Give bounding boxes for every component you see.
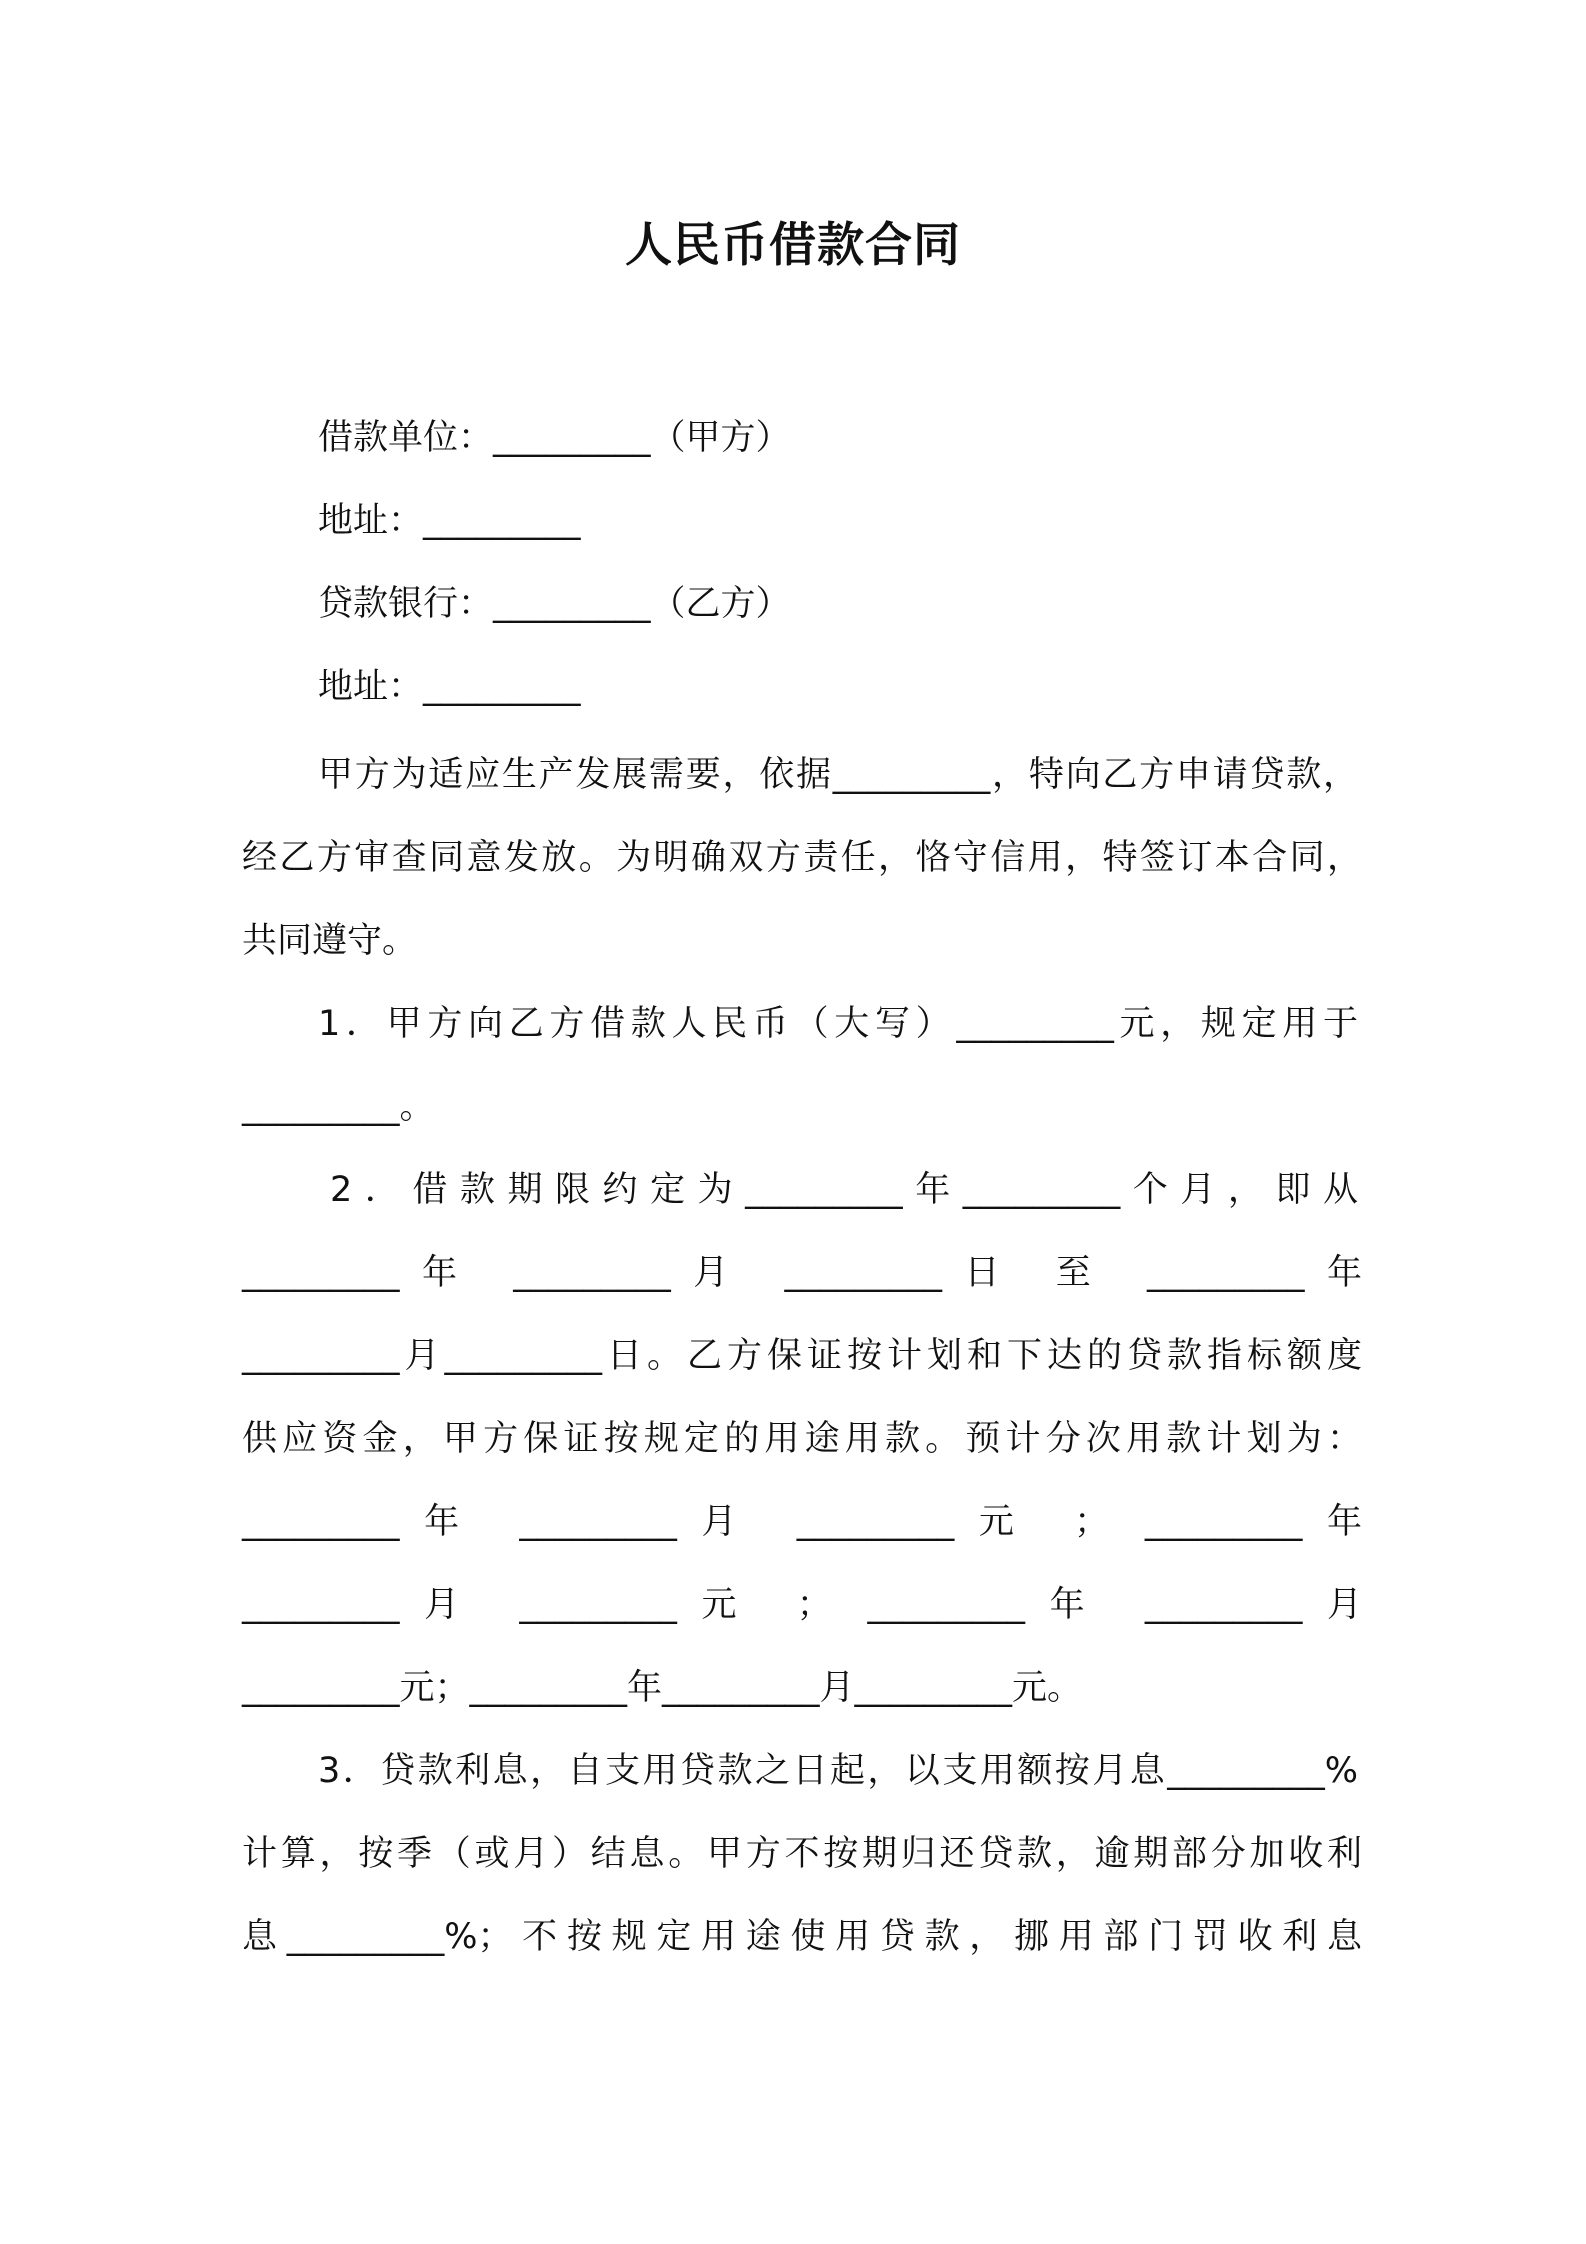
clause-3-line-1: 3．贷款利息，自支用贷款之日起，以支用额按月息_________% xyxy=(318,1751,1358,1791)
preamble-line-3: 共同遵守。 xyxy=(242,921,418,961)
clause-2-line-3: _________月_________日。乙方保证按计划和下达的贷款指标额度 xyxy=(242,1336,1362,1376)
clause-2-line-2: _________年 _________月 _________日 至 _________年 xyxy=(242,1253,1362,1293)
clause-2-line-6: _________月 _________元 ； _________年 _________月 xyxy=(242,1585,1362,1625)
clause-2-line-1: 2．借款期限约定为_________年_________个月，即从 xyxy=(330,1170,1358,1210)
borrower-address-line: 地址：_________ xyxy=(318,501,581,541)
clause-1-line-2: _________。 xyxy=(242,1087,435,1127)
clause-1-line-1: 1．甲方向乙方借款人民币（大写）_________元，规定用于 xyxy=(318,1004,1358,1044)
clause-2-line-7: _________元；_________年_________月_________元。 xyxy=(242,1668,1083,1708)
clause-3-line-3: 息_________%；不按规定用途使用贷款，挪用部门罚收利息 xyxy=(242,1917,1362,1957)
borrower-line: 借款单位：_________（甲方） xyxy=(318,418,791,458)
clause-3-line-2: 计算，按季（或月）结息。甲方不按期归还贷款，逾期部分加收利 xyxy=(242,1834,1362,1874)
lender-bank-line: 贷款银行：_________（乙方） xyxy=(318,584,791,624)
clause-2-line-5: _________年 _________月 _________元 ； _________年 xyxy=(242,1502,1362,1542)
document-title: 人民币借款合同 xyxy=(625,218,961,273)
preamble-line-1: 甲方为适应生产发展需要，依据_________，特向乙方申请贷款， xyxy=(318,755,1358,795)
lender-address-line: 地址：_________ xyxy=(318,667,581,707)
clause-2-line-4: 供应资金，甲方保证按规定的用途用款。预计分次用款计划为： xyxy=(242,1419,1362,1459)
preamble-line-2: 经乙方审查同意发放。为明确双方责任，恪守信用，特签订本合同， xyxy=(242,838,1362,878)
